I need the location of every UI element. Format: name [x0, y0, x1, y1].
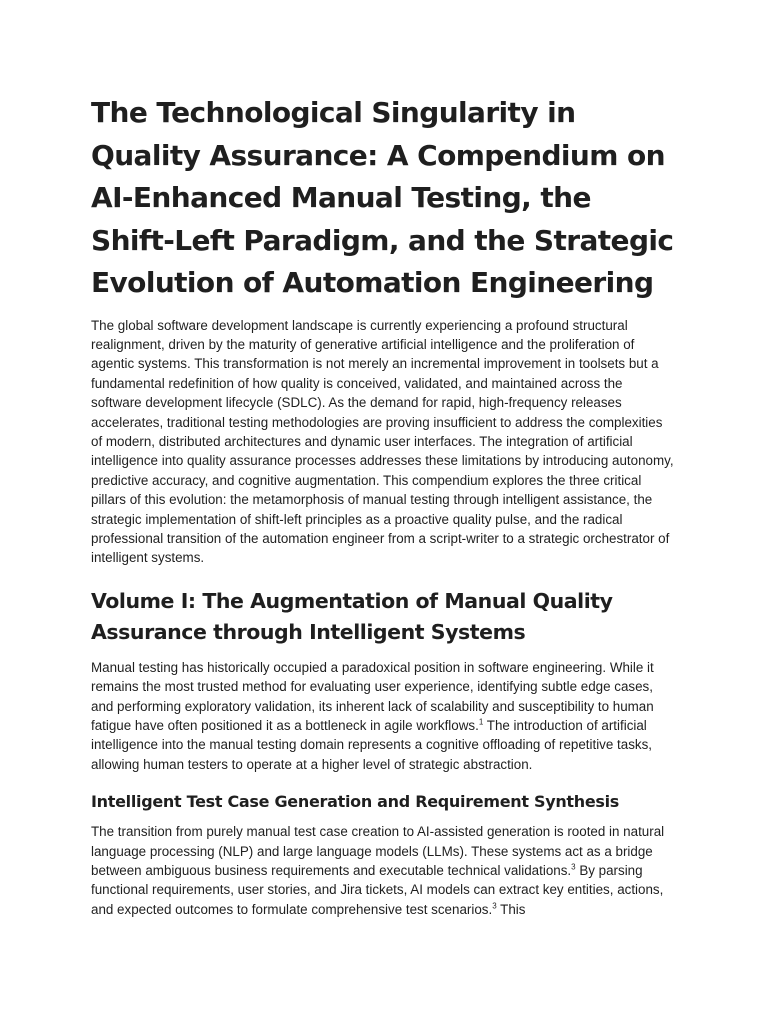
document-title: The Technological Singularity in Quality Assurance: A Compendium on AI-Enhanced Manual Testing, the Shift-Left Paradigm, and the Strategic Evolution of Automation Engineering — [91, 96, 674, 299]
footnote-ref[interactable]: 1 — [478, 717, 484, 727]
paragraph-text: Manual testing has historically occupied a paradoxical position in software engineering. While it remains the most trusted method for evaluating user experience, identifying subtle edge cases, and performing exploratory validation, its inherent lack of scalability and susceptibility to human fatigue have often positioned it as a bottleneck in agile workflows. — [91, 659, 654, 733]
intro-paragraph: The global software development landscape is currently experiencing a profound structural realignment, driven by the maturity of generative artificial intelligence and the proliferation of agentic systems. This transformation is not merely an incremental improvement in toolsets but a fundamental redefinition of how quality is conceived, validated, and maintained across the software development lifecycle (SDLC). As the demand for rapid, high-frequency releases accelerates, traditional testing methodologies are proving insufficient to address the complexities of modern, distributed architectures and dynamic user interfaces. The integration of artificial intelligence into quality assurance processes addresses these limitations by introducing autonomy, predictive accuracy, and cognitive augmentation. This compendium explores the three critical pillars of this evolution: the metamorphosis of manual testing through intelligent assistance, the strategic implementation of shift-left principles as a proactive quality pulse, and the radical professional transition of the automation engineer from a script-writer to a strategic orchestrator of intelligent systems. — [91, 317, 674, 566]
footnote-ref[interactable]: 3 — [492, 901, 497, 911]
volume-paragraph — [91, 658, 676, 774]
footnote-ref[interactable]: 3 — [571, 862, 576, 872]
section-heading: Intelligent Test Case Generation and Requirement Synthesis — [91, 792, 620, 812]
paragraph-text: This — [496, 901, 526, 917]
section-paragraph — [91, 822, 676, 919]
paragraph-text: By parsing functional requirements, user stories, and Jira tickets, AI models can extract key entities, actions, and expected outcomes to formulate comprehensive test scenarios. — [91, 863, 664, 917]
volume-heading: Volume I: The Augmentation of Manual Quality Assurance through Intelligent Systems — [91, 588, 613, 644]
paragraph-text: The transition from purely manual test case creation to AI-assisted generation is rooted in natural language processing (NLP) and large language models (LLMs). These systems act as a bridge between ambiguous business requirements and executable technical validations. — [91, 824, 665, 879]
paragraph-text: The introduction of artificial intelligence into the manual testing domain represents a cognitive offloading of repetitive tasks, allowing human testers to operate at a higher level of strategic abstraction. — [91, 718, 653, 772]
